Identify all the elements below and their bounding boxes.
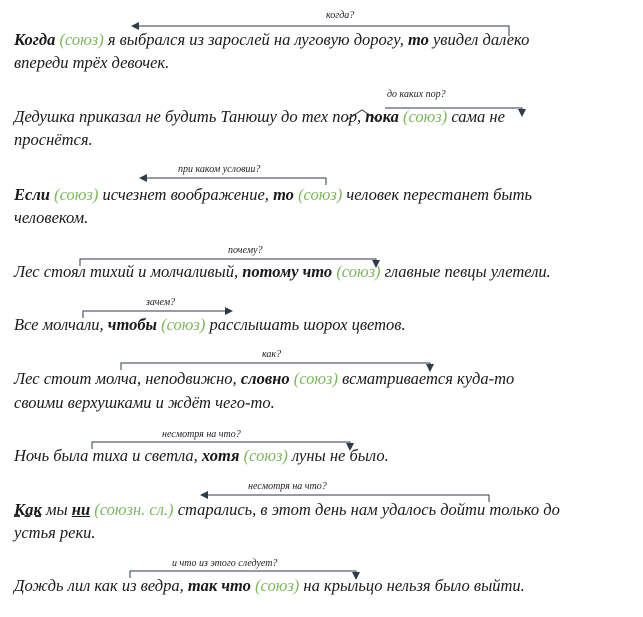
conjunctive-word: Как — [14, 500, 42, 519]
question-note-5: зачем? — [146, 297, 176, 308]
question-note-7: несмотря на что? — [162, 429, 241, 440]
particle: ни — [71, 500, 91, 519]
sentence-text: на крыльцо нельзя было выйти. — [299, 576, 525, 595]
question-note-8: несмотря на что? — [248, 481, 327, 492]
part-of-speech-label: (союз) — [161, 315, 206, 334]
conjunction: хотя — [201, 446, 240, 465]
part-of-speech-label: (союз) — [255, 576, 300, 595]
sentence-text: всматривается куда-то — [338, 369, 515, 388]
sentence-3-line-2: человеком. — [14, 208, 89, 227]
sentence-text: Все молчали, — [14, 315, 108, 334]
sentence-text: увидел далеко — [428, 30, 530, 49]
sentence-text: старались, в этот день нам удалось дойти только до — [173, 500, 560, 519]
part-of-speech-label: (союз) — [402, 107, 448, 126]
sentence-text: исчезнет воображение, — [98, 185, 274, 204]
sentence-8-line-2: устья реки. — [14, 523, 96, 542]
sentence-text: главные певцы улетели. — [380, 262, 551, 281]
conjunction: потому что — [242, 262, 333, 281]
sentence-5-line-1 — [14, 315, 406, 335]
sentence-text: Дедушка приказал не будить Танюшу до тех пор, — [14, 107, 366, 126]
part-of-speech-label: (союз) — [243, 446, 288, 465]
conjunction: пока — [365, 107, 399, 126]
sentence-6-line-1 — [14, 369, 514, 389]
sentence-7-line-1 — [14, 446, 389, 466]
question-note-2: до каких пор? — [387, 89, 446, 100]
sentence-text: расслышать шорох цветов. — [205, 315, 406, 334]
sentence-4-line-1 — [14, 262, 551, 282]
sentence-text: Лес стоял тихий и молчаливый, — [14, 262, 243, 281]
sentence-text: я выбрался из зарослей на луговую дорогу, — [103, 30, 408, 49]
sentence-2-line-2: проснётся. — [14, 130, 93, 149]
sentence-8-line-1 — [14, 500, 560, 520]
sentence-text: человек перестанет быть — [342, 185, 533, 204]
question-note-1: когда? — [326, 10, 355, 21]
conjunction: Если — [14, 185, 50, 204]
sentence-2-line-1 — [14, 107, 505, 127]
conjunction: то — [273, 185, 294, 204]
sentence-text: мы — [41, 500, 72, 519]
sentence-text: Ночь была тиха и светла, — [14, 446, 202, 465]
conjunction: Когда — [14, 30, 56, 49]
sentence-9-line-1 — [14, 576, 525, 596]
sentence-3-line-1 — [14, 185, 532, 205]
sentence-text: Лес стоит молча, неподвижно, — [14, 369, 241, 388]
sentence-1-line-2: впереди трёх девочек. — [14, 53, 170, 72]
conjunction: так что — [187, 576, 251, 595]
question-arrow-3 — [139, 174, 326, 185]
part-of-speech-label: (союз) — [59, 30, 104, 49]
sentence-text: Дождь лил как из ведра, — [14, 576, 188, 595]
part-of-speech-label: (союз) — [54, 185, 99, 204]
question-note-3: при каком условии? — [178, 164, 261, 175]
question-note-9: и что из этого следует? — [172, 558, 278, 569]
part-of-speech-label: (союз) — [336, 262, 381, 281]
sentence-text: луны не было. — [287, 446, 389, 465]
conjunction: словно — [240, 369, 290, 388]
sentence-1-line-1 — [14, 30, 529, 50]
question-note-6: как? — [262, 349, 282, 360]
correlative-word: то — [407, 30, 429, 49]
sentence-text: сама не — [447, 107, 505, 126]
sentence-6-line-2: своими верхушками и ждёт чего-то. — [14, 393, 275, 412]
part-of-speech-label: (союз) — [293, 369, 338, 388]
part-of-speech-label: (союз) — [298, 185, 343, 204]
conjunction: чтобы — [107, 315, 158, 334]
question-note-4: почему? — [228, 245, 263, 256]
part-of-speech-label: (союзн. сл.) — [94, 500, 174, 519]
